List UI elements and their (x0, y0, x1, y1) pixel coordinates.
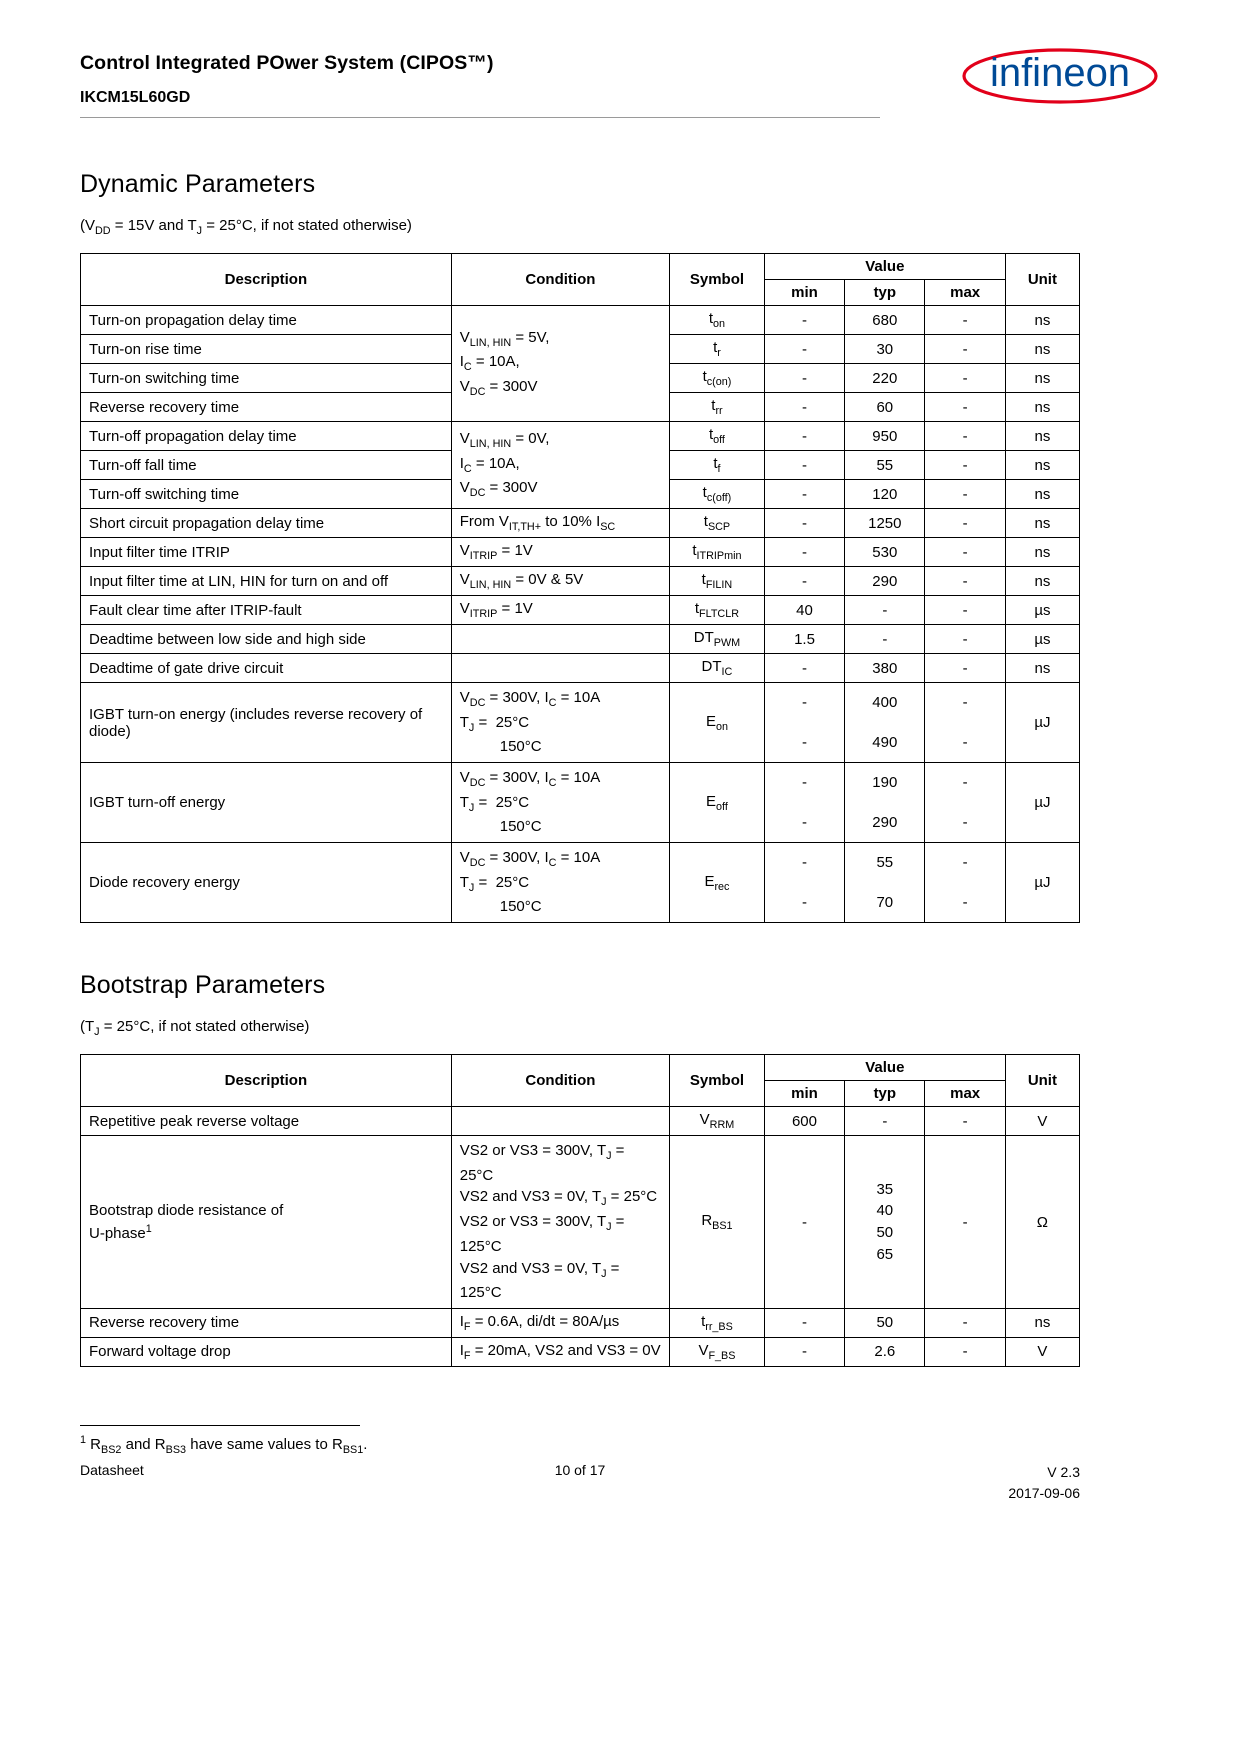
cell-max: - (925, 1107, 1005, 1136)
cell-unit: ns (1005, 364, 1079, 393)
cell-description: Turn-on propagation delay time (81, 306, 452, 335)
cell-unit: ns (1005, 509, 1079, 538)
cell-description: Input filter time ITRIP (81, 538, 452, 567)
cell-description (81, 1136, 452, 1309)
footer-doc-type: Datasheet (80, 1461, 144, 1478)
col-symbol: Symbol (670, 1055, 765, 1107)
cell-max: - (925, 567, 1005, 596)
cell-description: Diode recovery energy (81, 843, 452, 923)
table-row (81, 596, 1080, 625)
cell-min: - (764, 683, 844, 723)
cell-description: Forward voltage drop (81, 1337, 452, 1366)
cell-min: - (764, 1337, 844, 1366)
col-value: Value (764, 1055, 1005, 1081)
cell-max: - (925, 1308, 1005, 1337)
typ-line-4: 65 (876, 1245, 894, 1263)
cell-min: - (764, 393, 844, 422)
cell-min: 40 (764, 596, 844, 625)
cell-max: - (925, 596, 1005, 625)
col-typ: typ (845, 1081, 925, 1107)
cell-condition: $V_{DC} = 300V$, $I_C = 10A$ $T_J = 25^\circ C$ 150°C (451, 843, 669, 923)
cell-description: Fault clear time after ITRIP-fault (81, 596, 452, 625)
table-row (81, 843, 1080, 883)
footer-page-number: 10 of 17 (554, 1461, 606, 1478)
cell-max: - (925, 883, 1005, 923)
cell-min: - (764, 1136, 844, 1309)
cell-min: - (764, 451, 844, 480)
cell-symbol: $E_{on}$ (670, 683, 765, 763)
cell-typ: 220 (845, 364, 925, 393)
cell-typ: 400 (845, 683, 925, 723)
cell-min: - (764, 509, 844, 538)
cell-description: Turn-off propagation delay time (81, 422, 452, 451)
cell-typ: - (845, 625, 925, 654)
cell-typ: 60 (845, 393, 925, 422)
cell-symbol: $R_{BS1}$ (670, 1136, 765, 1309)
svg-text:infineon: infineon (989, 51, 1131, 95)
cell-min: - (764, 723, 844, 763)
cell-unit: ns (1005, 654, 1079, 683)
cell-unit: ns (1005, 480, 1079, 509)
col-min: min (764, 1081, 844, 1107)
cell-min: - (764, 883, 844, 923)
table-row (81, 654, 1080, 683)
table-row (81, 538, 1080, 567)
cell-description: Short circuit propagation delay time (81, 509, 452, 538)
cell-unit: Ω (1005, 1136, 1079, 1309)
cell-symbol: $V_{RRM}$ (670, 1107, 765, 1136)
cell-max: - (925, 654, 1005, 683)
cell-unit: ns (1005, 422, 1079, 451)
cell-symbol: $t_{FILIN}$ (670, 567, 765, 596)
cell-max: - (925, 509, 1005, 538)
cell-symbol: $t_r$ (670, 335, 765, 364)
cell-unit: V (1005, 1107, 1079, 1136)
cell-description: Turn-on switching time (81, 364, 452, 393)
dynamic-parameters-table (80, 253, 1080, 923)
cell-min: - (764, 763, 844, 803)
table-row (81, 306, 1080, 335)
footnote-text: $^1$ $R_{BS2}$ and $R_{BS3}$ have same values to $R_{BS1}$. (80, 1433, 368, 1456)
cell-condition (451, 654, 669, 683)
cell-typ: 290 (845, 803, 925, 843)
cell-symbol: $E_{off}$ (670, 763, 765, 843)
cell-unit: µJ (1005, 763, 1079, 843)
cell-min: - (764, 422, 844, 451)
table-row (81, 422, 1080, 451)
cell-typ: 290 (845, 567, 925, 596)
cell-condition (451, 1107, 669, 1136)
cell-min: - (764, 480, 844, 509)
cell-max: - (925, 393, 1005, 422)
cell-typ: 55 (845, 451, 925, 480)
cell-typ: 50 (845, 1308, 925, 1337)
cell-unit: µJ (1005, 843, 1079, 923)
cell-condition (451, 625, 669, 654)
cell-symbol: $t_{on}$ (670, 306, 765, 335)
footnote-divider (80, 1425, 360, 1426)
bootstrap-parameters-heading: Bootstrap Parameters (80, 971, 326, 1000)
typ-line-1: 35 (876, 1180, 894, 1198)
col-min: min (764, 280, 844, 306)
col-unit: Unit (1005, 1055, 1079, 1107)
cell-typ: - (845, 1107, 925, 1136)
cell-typ: 950 (845, 422, 925, 451)
cell-typ: 490 (845, 723, 925, 763)
cell-condition-group-1: $V_{LIN, HIN} = 5V$, $I_C = 10A$, $V_{DC} = 300V$ (451, 306, 669, 422)
cell-description: Turn-off switching time (81, 480, 452, 509)
cell-typ: 30 (845, 335, 925, 364)
desc-line-2: U-phase (89, 1224, 146, 1242)
cell-unit: ns (1005, 393, 1079, 422)
cell-typ: 2.6 (845, 1337, 925, 1366)
footnote-ref: 1 (145, 1222, 152, 1235)
cell-typ (845, 1136, 925, 1309)
cell-symbol: $t_{FLTCLR}$ (670, 596, 765, 625)
cell-unit: µs (1005, 596, 1079, 625)
cell-unit: V (1005, 1337, 1079, 1366)
col-condition: Condition (451, 1055, 669, 1107)
footer-version-date (1008, 1462, 1080, 1504)
cell-unit: ns (1005, 567, 1079, 596)
cell-description: Reverse recovery time (81, 1308, 452, 1337)
cell-max: - (925, 364, 1005, 393)
cell-min: - (764, 364, 844, 393)
table-row (81, 625, 1080, 654)
cell-typ: 1250 (845, 509, 925, 538)
table-row (81, 1308, 1080, 1337)
cell-typ: 190 (845, 763, 925, 803)
cell-typ: 120 (845, 480, 925, 509)
table-row (81, 509, 1080, 538)
cell-symbol: $DT_{PWM}$ (670, 625, 765, 654)
cell-typ: 680 (845, 306, 925, 335)
cell-max: - (925, 538, 1005, 567)
cell-unit: ns (1005, 1308, 1079, 1337)
cell-unit: µs (1005, 625, 1079, 654)
cell-symbol: $t_{rr}$ (670, 393, 765, 422)
cell-min: 600 (764, 1107, 844, 1136)
cell-description: Turn-on rise time (81, 335, 452, 364)
cell-unit: ns (1005, 538, 1079, 567)
cell-symbol: $DT_{IC}$ (670, 654, 765, 683)
cell-max: - (925, 803, 1005, 843)
footer-date: 2017-09-06 (1008, 1484, 1080, 1501)
cell-max: - (925, 451, 1005, 480)
table-header-row (81, 254, 1080, 280)
cell-condition: $V_{DC} = 300V$, $I_C = 10A$ $T_J = 25^\circ C$ 150°C (451, 683, 669, 763)
cell-condition: $I_F = 20mA$, VS2 and VS3 = 0V (451, 1337, 669, 1366)
col-max: max (925, 1081, 1005, 1107)
cell-symbol: $V_{F\_BS}$ (670, 1337, 765, 1366)
page-header (80, 44, 1160, 122)
cell-max: - (925, 723, 1005, 763)
cell-min: 1.5 (764, 625, 844, 654)
cell-min: - (764, 803, 844, 843)
cell-min: - (764, 843, 844, 883)
cell-max: - (925, 1136, 1005, 1309)
cell-max: - (925, 480, 1005, 509)
cell-condition: $V_{ITRIP} = 1V$ (451, 538, 669, 567)
dynamic-condition-note: ($V_{DD} = 15V$ and $T_J = 25^\circ C$, if not stated otherwise) (80, 217, 412, 237)
cell-unit: ns (1005, 306, 1079, 335)
cell-max: - (925, 843, 1005, 883)
cell-condition: From $V_{IT,TH+}$ to 10% $I_{SC}$ (451, 509, 669, 538)
header-part-number: IKCM15L60GD (80, 89, 191, 106)
cell-min: - (764, 538, 844, 567)
cell-description: Input filter time at LIN, HIN for turn on and off (81, 567, 452, 596)
cell-max: - (925, 683, 1005, 723)
cell-unit: ns (1005, 451, 1079, 480)
cell-min: - (764, 306, 844, 335)
col-value: Value (764, 254, 1005, 280)
cell-condition: $I_F = 0.6A$, di/dt = 80A/µs (451, 1308, 669, 1337)
footer-version: V 2.3 (1047, 1463, 1080, 1480)
col-symbol: Symbol (670, 254, 765, 306)
cell-description: Deadtime of gate drive circuit (81, 654, 452, 683)
cell-typ: - (845, 596, 925, 625)
cell-description: Repetitive peak reverse voltage (81, 1107, 452, 1136)
typ-line-2: 40 (876, 1202, 894, 1220)
table-row (81, 1107, 1080, 1136)
cell-min: - (764, 567, 844, 596)
cell-typ: 380 (845, 654, 925, 683)
cell-typ: 55 (845, 843, 925, 883)
bootstrap-parameters-table (80, 1054, 1080, 1367)
cell-condition: $V_{LIN, HIN} = 0V$ & 5V (451, 567, 669, 596)
infineon-logo (960, 36, 1160, 110)
cell-symbol: $t_{c(off)}$ (670, 480, 765, 509)
cell-typ: 70 (845, 883, 925, 923)
cell-max: - (925, 625, 1005, 654)
col-description: Description (81, 254, 452, 306)
cell-description: IGBT turn-on energy (includes reverse recovery of diode) (81, 683, 452, 763)
cell-typ: 530 (845, 538, 925, 567)
cell-symbol: $t_f$ (670, 451, 765, 480)
cell-description: Reverse recovery time (81, 393, 452, 422)
dynamic-parameters-heading: Dynamic Parameters (80, 170, 316, 198)
table-row (81, 1136, 1080, 1309)
cell-description: Deadtime between low side and high side (81, 625, 452, 654)
bootstrap-condition-note: ($T_J = 25^\circ C$, if not stated otherwise) (80, 1018, 310, 1039)
table-row (81, 763, 1080, 803)
cell-description: Turn-off fall time (81, 451, 452, 480)
col-description: Description (81, 1055, 452, 1107)
col-condition: Condition (451, 254, 669, 306)
col-typ: typ (845, 280, 925, 306)
cell-unit: µJ (1005, 683, 1079, 763)
cell-min: - (764, 335, 844, 364)
desc-line-1: Bootstrap diode resistance of (89, 1201, 284, 1219)
header-divider (80, 117, 880, 118)
cell-max: - (925, 335, 1005, 364)
header-title: Control Integrated POwer System (CIPOS™) (80, 52, 494, 74)
cell-min: - (764, 654, 844, 683)
cell-condition-group-2: $V_{LIN, HIN} = 0V$, $I_C = 10A$, $V_{DC} = 300V$ (451, 422, 669, 509)
col-unit: Unit (1005, 254, 1079, 306)
cell-symbol: $t_{ITRIPmin}$ (670, 538, 765, 567)
cell-condition: VS2 or VS3 = 300V, $T_J = 25^\circ C$ VS2 and VS3 = 0V, $T_J = 25^\circ C$ VS2 or VS3 = 300V, $T_J = 125^\circ C$ VS2 and VS3 = 0V, $T_J = 125^\circ C$ (451, 1136, 669, 1309)
cell-min: - (764, 1308, 844, 1337)
cell-symbol: $t_{c(on)}$ (670, 364, 765, 393)
typ-line-3: 50 (876, 1224, 894, 1241)
cell-max: - (925, 763, 1005, 803)
col-max: max (925, 280, 1005, 306)
cell-max: - (925, 422, 1005, 451)
cell-condition: $V_{ITRIP} = 1V$ (451, 596, 669, 625)
table-header-row (81, 1055, 1080, 1081)
cell-condition: $V_{DC} = 300V$, $I_C = 10A$ $T_J = 25^\circ C$ 150°C (451, 763, 669, 843)
cell-unit: ns (1005, 335, 1079, 364)
table-row (81, 683, 1080, 723)
table-row (81, 1337, 1080, 1366)
cell-symbol: $t_{rr\_BS}$ (670, 1308, 765, 1337)
cell-symbol: $t_{off}$ (670, 422, 765, 451)
table-row (81, 567, 1080, 596)
cell-max: - (925, 1337, 1005, 1366)
cell-description: IGBT turn-off energy (81, 763, 452, 843)
cell-symbol: $E_{rec}$ (670, 843, 765, 923)
footnote-marker: 1 (80, 1433, 87, 1446)
cell-max: - (925, 306, 1005, 335)
cell-symbol: $t_{SCP}$ (670, 509, 765, 538)
